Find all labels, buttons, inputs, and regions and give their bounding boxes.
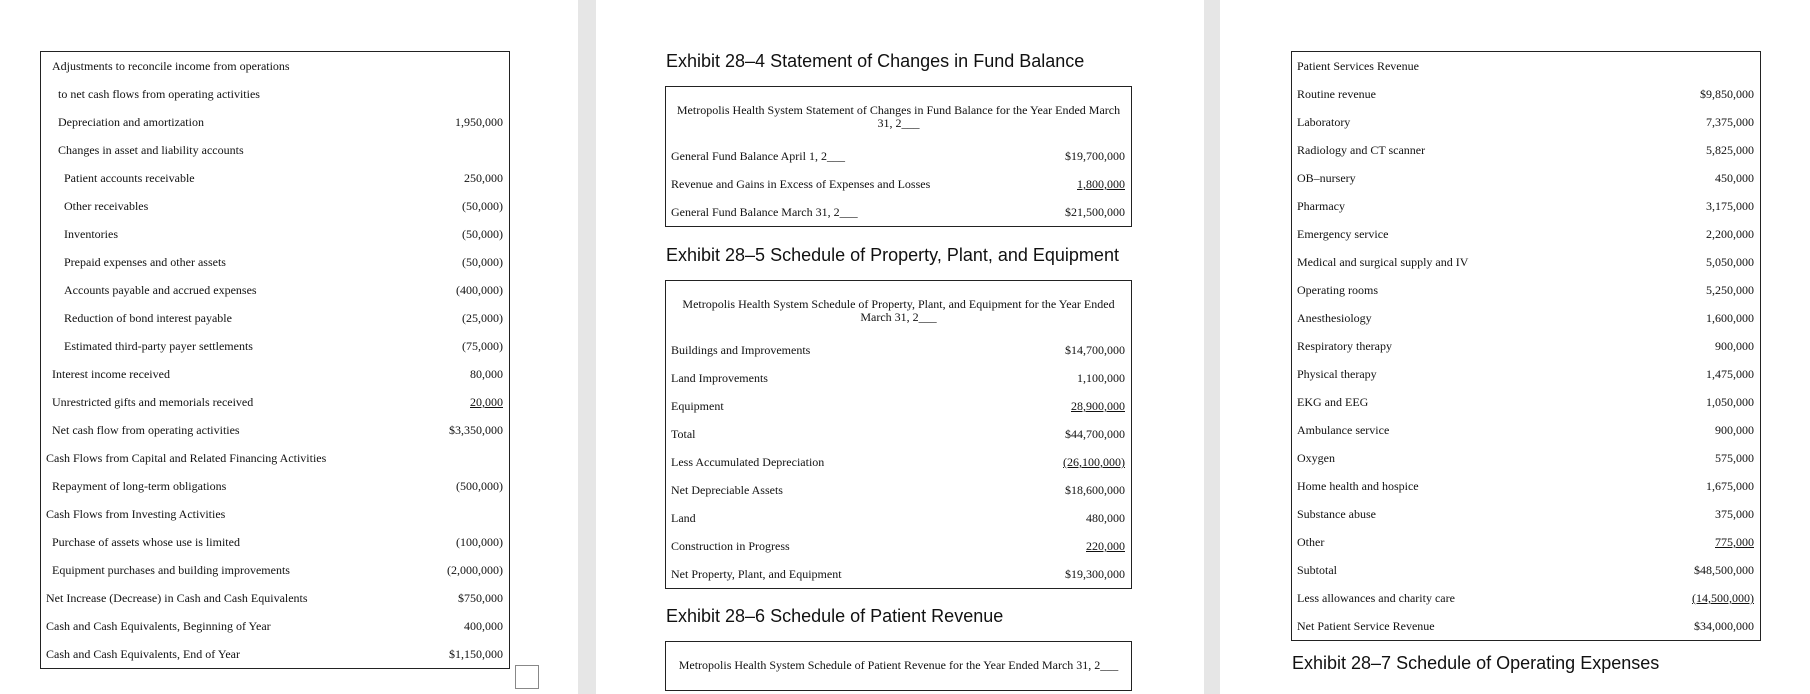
fund-balance-table	[665, 86, 1132, 227]
table-row	[1292, 108, 1760, 136]
row-label: Other receivables	[64, 199, 149, 213]
row-value: 575,000	[1715, 451, 1754, 465]
table-row	[1292, 360, 1760, 388]
row-label: Laboratory	[1297, 115, 1351, 129]
table-row	[41, 52, 509, 80]
row-value: $9,850,000	[1700, 87, 1754, 101]
table-row	[1292, 612, 1760, 640]
row-value: $48,500,000	[1694, 563, 1754, 577]
exhibit-28-7-heading: Exhibit 28–7 Schedule of Operating Expenses	[1292, 653, 1660, 673]
table-row	[1292, 528, 1760, 556]
row-label: Substance abuse	[1297, 507, 1376, 521]
row-label: Total	[671, 427, 696, 441]
row-label: Net Patient Service Revenue	[1297, 619, 1435, 633]
table-row	[666, 532, 1131, 560]
row-label: to net cash flows from operating activities	[58, 87, 260, 101]
row-label: General Fund Balance March 31, 2___	[671, 205, 858, 219]
table-row	[1292, 136, 1760, 164]
row-value: 2,200,000	[1706, 227, 1754, 241]
patient-revenue-caption: Metropolis Health System Schedule of Patient Revenue for the Year Ended March 31, 2___	[678, 658, 1119, 672]
table-row	[666, 504, 1131, 532]
row-label: Routine revenue	[1297, 87, 1376, 101]
row-value: $34,000,000	[1694, 619, 1754, 633]
row-label: Physical therapy	[1297, 367, 1377, 381]
property-plant-equipment-table	[665, 280, 1132, 589]
row-value: 5,050,000	[1706, 255, 1754, 269]
row-value: (25,000)	[462, 311, 503, 325]
document-page-2	[596, 0, 1204, 694]
row-label: Subtotal	[1297, 563, 1338, 577]
row-label: Cash and Cash Equivalents, Beginning of Year	[46, 619, 271, 633]
table-row	[1292, 52, 1760, 80]
row-label: Unrestricted gifts and memorials received	[52, 395, 254, 409]
table-row	[41, 472, 509, 500]
table-row	[666, 142, 1131, 170]
row-label: Buildings and Improvements	[671, 343, 811, 357]
row-value: 1,950,000	[455, 115, 503, 129]
table-row	[666, 198, 1131, 226]
row-label: Operating rooms	[1297, 283, 1378, 297]
row-value: $19,300,000	[1065, 567, 1125, 581]
table-row	[41, 220, 509, 248]
table-row	[1292, 556, 1760, 584]
row-label: Cash and Cash Equivalents, End of Year	[46, 647, 240, 661]
row-label: Depreciation and amortization	[58, 115, 204, 129]
row-label: General Fund Balance April 1, 2___	[671, 149, 845, 163]
row-label: Net Depreciable Assets	[671, 483, 783, 497]
fund-balance-caption: Metropolis Health System Statement of Changes in Fund Balance for the Year Ended March 31, 2___	[676, 103, 1121, 130]
table-row	[41, 304, 509, 332]
row-label: Purchase of assets whose use is limited	[52, 535, 240, 549]
table-row	[1292, 304, 1760, 332]
table-row	[1292, 332, 1760, 360]
row-label: Construction in Progress	[671, 539, 790, 553]
row-value: $3,350,000	[449, 423, 503, 437]
row-value: (2,000,000)	[447, 563, 503, 577]
table-row	[1292, 416, 1760, 444]
table-row	[1292, 164, 1760, 192]
table-row	[1292, 192, 1760, 220]
table-row	[41, 80, 509, 108]
patient-revenue-table	[1291, 51, 1761, 641]
row-label: Oxygen	[1297, 451, 1335, 465]
row-value: 1,600,000	[1706, 311, 1754, 325]
checkbox[interactable]	[515, 665, 539, 689]
row-value: 480,000	[1086, 511, 1125, 525]
row-value: 1,675,000	[1706, 479, 1754, 493]
row-value: 28,900,000	[1071, 399, 1125, 413]
table-row	[1292, 444, 1760, 472]
row-value: 1,800,000	[1077, 177, 1125, 191]
row-label: Land	[671, 511, 696, 525]
row-label: Pharmacy	[1297, 199, 1345, 213]
row-label: Equipment purchases and building improvements	[52, 563, 290, 577]
row-value: 250,000	[464, 171, 503, 185]
row-value: (14,500,000)	[1692, 591, 1754, 605]
row-value: 20,000	[470, 395, 503, 409]
row-value: (100,000)	[456, 535, 503, 549]
row-label: Less allowances and charity care	[1297, 591, 1455, 605]
row-label: Net cash flow from operating activities	[52, 423, 240, 437]
table-row	[41, 332, 509, 360]
row-value: (50,000)	[462, 255, 503, 269]
row-label: Changes in asset and liability accounts	[58, 143, 244, 157]
table-row	[41, 556, 509, 584]
document-page-3	[1220, 0, 1810, 694]
table-row	[666, 420, 1131, 448]
row-value: (50,000)	[462, 227, 503, 241]
table-row	[41, 248, 509, 276]
table-row	[666, 560, 1131, 588]
row-value: 80,000	[470, 367, 503, 381]
row-label: Ambulance service	[1297, 423, 1390, 437]
row-value: (75,000)	[462, 339, 503, 353]
row-label: Equipment	[671, 399, 724, 413]
table-row	[1292, 472, 1760, 500]
table-row	[41, 164, 509, 192]
table-row	[1292, 220, 1760, 248]
row-value: $1,150,000	[449, 647, 503, 661]
row-label: Net Property, Plant, and Equipment	[671, 567, 842, 581]
row-label: Anesthesiology	[1297, 311, 1372, 325]
table-row	[41, 444, 509, 472]
cash-flow-table	[40, 51, 510, 669]
row-value: $750,000	[458, 591, 503, 605]
row-value: (500,000)	[456, 479, 503, 493]
row-value: 220,000	[1086, 539, 1125, 553]
row-value: $44,700,000	[1065, 427, 1125, 441]
row-value: 5,825,000	[1706, 143, 1754, 157]
exhibit-28-5-heading: Exhibit 28–5 Schedule of Property, Plant, and Equipment	[666, 245, 1119, 265]
row-value: 375,000	[1715, 507, 1754, 521]
row-label: Patient accounts receivable	[64, 171, 195, 185]
table-row	[1292, 80, 1760, 108]
row-label: Accounts payable and accrued expenses	[64, 283, 257, 297]
row-label: Medical and surgical supply and IV	[1297, 255, 1469, 269]
table-row	[1292, 500, 1760, 528]
row-label: Prepaid expenses and other assets	[64, 255, 226, 269]
row-value: 3,175,000	[1706, 199, 1754, 213]
table-row	[1292, 248, 1760, 276]
table-row	[41, 528, 509, 556]
row-label: Repayment of long-term obligations	[52, 479, 227, 493]
table-row	[666, 392, 1131, 420]
row-label: Respiratory therapy	[1297, 339, 1392, 353]
row-label: Less Accumulated Depreciation	[671, 455, 825, 469]
row-value: 1,100,000	[1077, 371, 1125, 385]
table-row	[41, 500, 509, 528]
row-label: Land Improvements	[671, 371, 768, 385]
table-row	[41, 416, 509, 444]
row-label: Interest income received	[52, 367, 170, 381]
row-value: $21,500,000	[1065, 205, 1125, 219]
exhibit-28-4-heading: Exhibit 28–4 Statement of Changes in Fund Balance	[666, 51, 1085, 71]
row-value: (26,100,000)	[1063, 455, 1125, 469]
row-value: $18,600,000	[1065, 483, 1125, 497]
ppe-caption: Metropolis Health System Schedule of Property, Plant, and Equipment for the Year Ended March 31, 2___	[682, 297, 1115, 324]
row-label: Emergency service	[1297, 227, 1389, 241]
row-label: Patient Services Revenue	[1297, 59, 1419, 73]
row-value: $19,700,000	[1065, 149, 1125, 163]
table-row	[41, 192, 509, 220]
row-label: Reduction of bond interest payable	[64, 311, 232, 325]
row-label: OB–nursery	[1297, 171, 1356, 185]
table-row	[41, 276, 509, 304]
row-label: Radiology and CT scanner	[1297, 143, 1426, 157]
row-label: EKG and EEG	[1297, 395, 1369, 409]
row-label: Inventories	[64, 227, 118, 241]
row-value: $14,700,000	[1065, 343, 1125, 357]
row-label: Estimated third-party payer settlements	[64, 339, 253, 353]
row-label: Cash Flows from Investing Activities	[46, 507, 226, 521]
row-value: 1,475,000	[1706, 367, 1754, 381]
table-row	[666, 170, 1131, 198]
table-row	[41, 584, 509, 612]
table-row	[666, 364, 1131, 392]
row-label: Revenue and Gains in Excess of Expenses and Losses	[671, 177, 931, 191]
row-value: 1,050,000	[1706, 395, 1754, 409]
table-row	[41, 136, 509, 164]
row-label: Cash Flows from Capital and Related Financing Activities	[46, 451, 327, 465]
row-value: 450,000	[1715, 171, 1754, 185]
table-row	[41, 612, 509, 640]
row-value: (50,000)	[462, 199, 503, 213]
table-row	[666, 336, 1131, 364]
table-row	[666, 448, 1131, 476]
document-page-1	[0, 0, 578, 694]
table-row	[41, 108, 509, 136]
row-value: 400,000	[464, 619, 503, 633]
row-value: 7,375,000	[1706, 115, 1754, 129]
table-row	[41, 388, 509, 416]
row-label: Other	[1297, 535, 1325, 549]
table-row	[41, 360, 509, 388]
table-row	[41, 640, 509, 668]
row-label: Adjustments to reconcile income from operations	[52, 59, 290, 73]
row-value: 900,000	[1715, 339, 1754, 353]
exhibit-28-6-heading: Exhibit 28–6 Schedule of Patient Revenue	[666, 606, 1004, 626]
table-row	[1292, 388, 1760, 416]
table-row	[1292, 584, 1760, 612]
row-value: 775,000	[1715, 535, 1754, 549]
row-label: Net Increase (Decrease) in Cash and Cash Equivalents	[46, 591, 308, 605]
patient-revenue-caption-box	[665, 641, 1132, 691]
table-row	[1292, 276, 1760, 304]
table-row	[666, 476, 1131, 504]
row-value: 5,250,000	[1706, 283, 1754, 297]
row-value: 900,000	[1715, 423, 1754, 437]
row-value: (400,000)	[456, 283, 503, 297]
row-label: Home health and hospice	[1297, 479, 1419, 493]
